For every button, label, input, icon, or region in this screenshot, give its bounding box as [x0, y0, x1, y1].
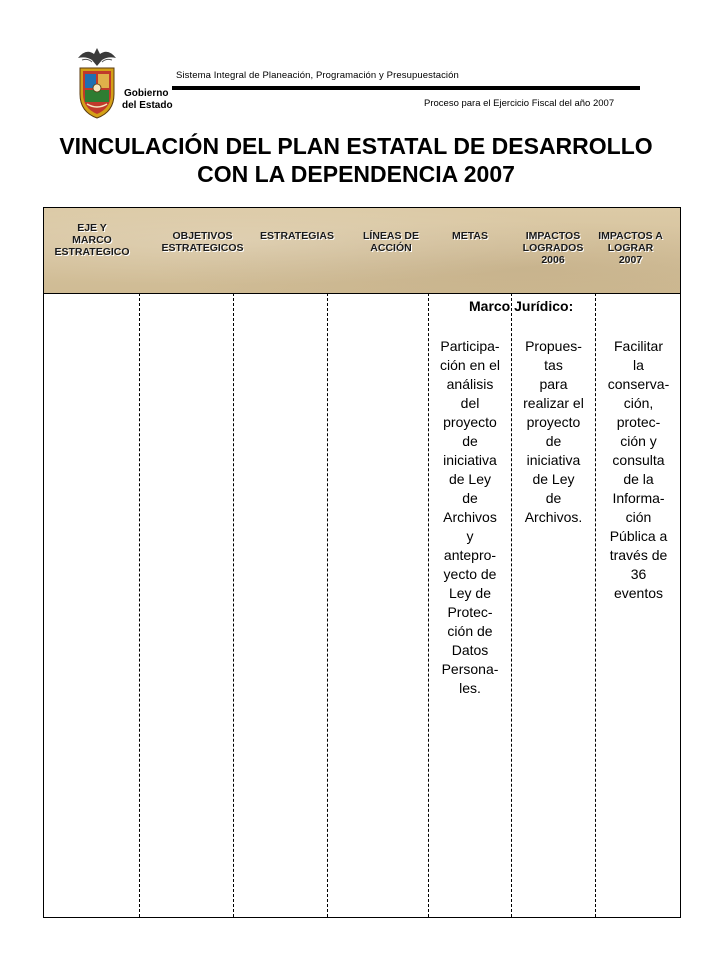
cell-text-line: Archivos	[443, 509, 497, 525]
cell-text-line: proyecto	[443, 414, 497, 430]
cell-text-line: Ley de	[448, 585, 492, 601]
column-divider	[139, 293, 140, 917]
column-divider	[595, 293, 596, 917]
cell-text-line: antepro-	[443, 547, 497, 563]
column-divider	[511, 293, 512, 917]
column-header-line: EJE Y	[77, 222, 107, 234]
cell-text-line: ción	[625, 509, 652, 525]
cell-text-line: consulta	[612, 452, 665, 468]
cell-text-line: eventos	[613, 585, 664, 601]
column-header-line: 2006	[541, 254, 565, 266]
cell-text-line: 36	[630, 566, 647, 582]
cell-text-line: Persona-	[441, 661, 499, 677]
cell-text-line: les.	[459, 680, 481, 696]
marco-juridico-label: Marco Jurídico:	[469, 298, 574, 314]
cell-text-line: protec-	[616, 414, 661, 430]
column-header-line: METAS	[452, 230, 488, 242]
column-header-line: ACCIÓN	[370, 242, 412, 254]
metas-cell	[430, 337, 510, 698]
column-header-impactos-2006	[511, 230, 595, 266]
column-header-impactos-2007	[588, 230, 673, 266]
cell-text-line: conserva-	[607, 376, 670, 392]
page-title-line1: VINCULACIÓN DEL PLAN ESTATAL DE DESARROLLO	[59, 133, 653, 159]
column-header-line: ESTRATEGIAS	[260, 230, 334, 242]
cell-text-line: Participa-	[440, 338, 500, 354]
column-header-line: 2007	[618, 254, 643, 266]
cell-text-line: Informa-	[612, 490, 665, 506]
column-divider	[327, 293, 328, 917]
linkage-table	[43, 207, 681, 918]
column-header-line: ESTRATEGICOS	[161, 242, 244, 254]
cell-text-line: Pública a	[609, 528, 668, 544]
column-header-line: ESTRATEGICO	[54, 246, 130, 258]
system-title: Sistema Integral de Planeación, Programación y Presupuestación	[176, 70, 459, 81]
cell-text-line: iniciativa	[526, 452, 581, 468]
state-seal-icon	[74, 44, 120, 120]
column-header-line: OBJETIVOS	[172, 230, 233, 242]
government-label-line2: del Estado	[122, 100, 173, 111]
column-header-line: LÍNEAS DE	[362, 230, 419, 242]
table-header	[44, 208, 680, 294]
process-year-label: Proceso para el Ejercicio Fiscal del año 2007	[424, 98, 615, 109]
column-header-metas	[428, 230, 512, 242]
cell-text-line: de	[545, 433, 562, 449]
cell-text-line: Propues-	[525, 338, 582, 354]
cell-text-line: de Ley	[532, 471, 575, 487]
column-header-line: LOGRADOS	[522, 242, 584, 254]
cell-text-line: de la	[623, 471, 654, 487]
cell-text-line: Protec-	[447, 604, 493, 620]
cell-text-line: iniciativa	[443, 452, 497, 468]
cell-text-line: tas	[544, 357, 563, 373]
column-divider	[428, 293, 429, 917]
page-title	[0, 132, 712, 188]
cell-text-line: de	[462, 433, 478, 449]
cell-text-line: para	[539, 376, 568, 392]
column-divider	[233, 293, 234, 917]
cell-text-line: de Ley	[448, 471, 492, 487]
impactos-2007-cell	[597, 337, 680, 603]
cell-text-line: Archivos.	[524, 509, 583, 525]
column-header-eje	[44, 222, 140, 258]
cell-text-line: del	[460, 395, 480, 411]
cell-text-line: yecto de	[443, 566, 497, 582]
cell-text-line: realizar el	[523, 395, 584, 411]
column-header-line: IMPACTOS A	[598, 230, 663, 242]
cell-text-line: Facilitar	[613, 338, 663, 354]
column-header-line: LOGRAR	[607, 242, 654, 254]
cell-text-line: la	[633, 357, 644, 373]
cell-text-line: Datos	[451, 642, 489, 658]
impactos-2006-cell	[513, 337, 594, 527]
header-rule	[172, 86, 640, 90]
column-header-line: IMPACTOS	[525, 230, 581, 242]
cell-text-line: ción y	[620, 433, 657, 449]
cell-text-line: proyecto	[526, 414, 581, 430]
cell-text-line: análisis	[446, 376, 494, 392]
cell-text-line: través de	[609, 547, 668, 563]
cell-text-line: y	[466, 528, 474, 544]
page-title-line2: CON LA DEPENDENCIA 2007	[197, 161, 515, 187]
cell-text-line: ción en el	[440, 357, 500, 373]
government-label-line1: Gobierno	[124, 88, 169, 99]
cell-text-line: de	[462, 490, 478, 506]
cell-text-line: ción de	[447, 623, 493, 639]
column-header-line: MARCO	[72, 234, 112, 246]
cell-text-line: de	[545, 490, 562, 506]
cell-text-line: ción,	[623, 395, 654, 411]
